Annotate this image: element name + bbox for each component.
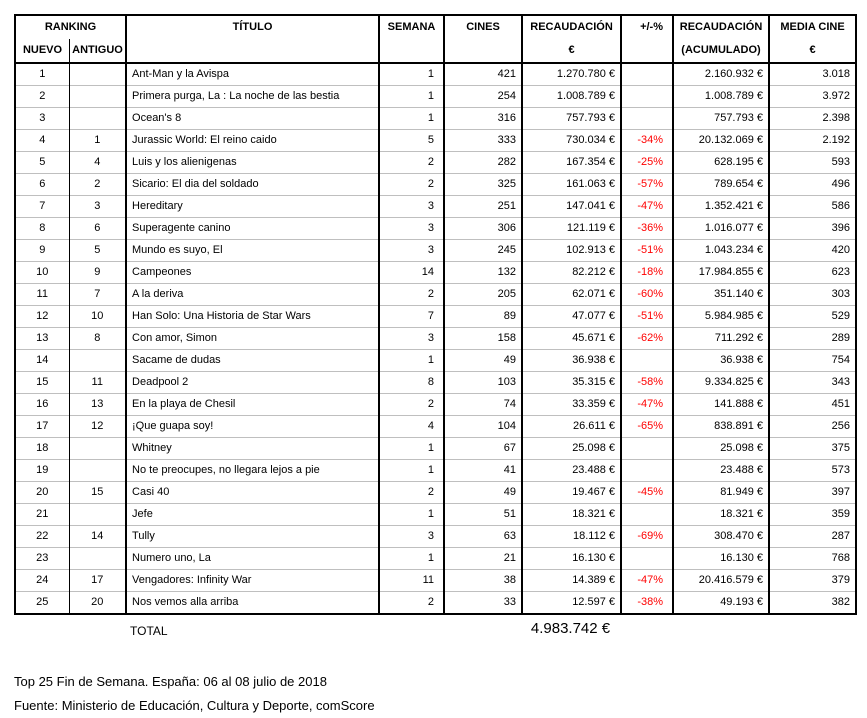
cell-pct-change: -58% xyxy=(621,372,673,394)
cell-rank-antiguo: 17 xyxy=(69,570,126,592)
cell-rank-nuevo: 15 xyxy=(15,372,69,394)
cell-rank-nuevo: 24 xyxy=(15,570,69,592)
cell-semana: 1 xyxy=(379,460,444,482)
cell-titulo: Superagente canino xyxy=(126,218,379,240)
table-row xyxy=(15,262,856,284)
cell-acumulado: 5.984.985 € xyxy=(673,306,769,328)
cell-media-cine: 754 xyxy=(769,350,856,372)
cell-cines: 51 xyxy=(444,504,522,526)
table-row xyxy=(15,63,856,86)
header-pct-change: +/-% xyxy=(621,15,673,63)
cell-acumulado: 20.416.579 € xyxy=(673,570,769,592)
cell-acumulado: 1.352.421 € xyxy=(673,196,769,218)
cell-media-cine: 529 xyxy=(769,306,856,328)
cell-rank-antiguo: 11 xyxy=(69,372,126,394)
cell-rank-nuevo: 2 xyxy=(15,86,69,108)
cell-rank-antiguo xyxy=(69,350,126,372)
header-media-cine: MEDIA CINE € xyxy=(769,15,856,63)
cell-acumulado: 308.470 € xyxy=(673,526,769,548)
cell-titulo: No te preocupes, no llegara lejos a pie xyxy=(126,460,379,482)
cell-semana: 3 xyxy=(379,328,444,350)
cell-recaudacion: 82.212 € xyxy=(522,262,621,284)
table-row xyxy=(15,548,856,570)
table-row xyxy=(15,196,856,218)
cell-titulo: Deadpool 2 xyxy=(126,372,379,394)
total-label: TOTAL xyxy=(130,624,168,638)
cell-semana: 3 xyxy=(379,240,444,262)
cell-acumulado: 628.195 € xyxy=(673,152,769,174)
table-row xyxy=(15,416,856,438)
cell-titulo: Whitney xyxy=(126,438,379,460)
table-row xyxy=(15,438,856,460)
cell-rank-antiguo: 4 xyxy=(69,152,126,174)
cell-rank-antiguo: 13 xyxy=(69,394,126,416)
cell-media-cine: 768 xyxy=(769,548,856,570)
cell-cines: 74 xyxy=(444,394,522,416)
cell-recaudacion: 121.119 € xyxy=(522,218,621,240)
cell-acumulado: 1.016.077 € xyxy=(673,218,769,240)
cell-acumulado: 757.793 € xyxy=(673,108,769,130)
cell-rank-nuevo: 20 xyxy=(15,482,69,504)
cell-semana: 1 xyxy=(379,108,444,130)
cell-cines: 63 xyxy=(444,526,522,548)
cell-rank-nuevo: 5 xyxy=(15,152,69,174)
cell-rank-nuevo: 7 xyxy=(15,196,69,218)
cell-media-cine: 287 xyxy=(769,526,856,548)
cell-media-cine: 573 xyxy=(769,460,856,482)
cell-cines: 306 xyxy=(444,218,522,240)
cell-pct-change: -45% xyxy=(621,482,673,504)
cell-acumulado: 36.938 € xyxy=(673,350,769,372)
cell-rank-nuevo: 18 xyxy=(15,438,69,460)
cell-semana: 2 xyxy=(379,152,444,174)
table-row xyxy=(15,306,856,328)
cell-cines: 282 xyxy=(444,152,522,174)
cell-titulo: Hereditary xyxy=(126,196,379,218)
cell-titulo: Jurassic World: El reino caido xyxy=(126,130,379,152)
cell-media-cine: 3.972 xyxy=(769,86,856,108)
table-row xyxy=(15,526,856,548)
cell-titulo: En la playa de Chesil xyxy=(126,394,379,416)
cell-rank-nuevo: 12 xyxy=(15,306,69,328)
cell-rank-antiguo: 14 xyxy=(69,526,126,548)
total-row xyxy=(14,620,855,646)
cell-cines: 245 xyxy=(444,240,522,262)
table-row xyxy=(15,218,856,240)
cell-recaudacion: 33.359 € xyxy=(522,394,621,416)
cell-media-cine: 396 xyxy=(769,218,856,240)
header-titulo: TÍTULO xyxy=(126,15,379,63)
cell-recaudacion: 12.597 € xyxy=(522,592,621,615)
cell-pct-change: -65% xyxy=(621,416,673,438)
cell-recaudacion: 730.034 € xyxy=(522,130,621,152)
cell-titulo: Sacame de dudas xyxy=(126,350,379,372)
cell-media-cine: 586 xyxy=(769,196,856,218)
cell-media-cine: 397 xyxy=(769,482,856,504)
table-row xyxy=(15,86,856,108)
cell-rank-nuevo: 21 xyxy=(15,504,69,526)
table-row xyxy=(15,504,856,526)
cell-acumulado: 20.132.069 € xyxy=(673,130,769,152)
cell-rank-nuevo: 25 xyxy=(15,592,69,615)
cell-titulo: Jefe xyxy=(126,504,379,526)
cell-rank-nuevo: 1 xyxy=(15,63,69,86)
cell-rank-antiguo: 2 xyxy=(69,174,126,196)
cell-media-cine: 303 xyxy=(769,284,856,306)
cell-acumulado: 16.130 € xyxy=(673,548,769,570)
footnotes xyxy=(14,670,855,718)
cell-rank-nuevo: 16 xyxy=(15,394,69,416)
table-row xyxy=(15,152,856,174)
cell-cines: 421 xyxy=(444,63,522,86)
table-row xyxy=(15,174,856,196)
cell-semana: 1 xyxy=(379,86,444,108)
cell-pct-change: -51% xyxy=(621,240,673,262)
cell-recaudacion: 23.488 € xyxy=(522,460,621,482)
cell-semana: 11 xyxy=(379,570,444,592)
cell-acumulado: 838.891 € xyxy=(673,416,769,438)
cell-rank-antiguo: 15 xyxy=(69,482,126,504)
cell-titulo: Ocean's 8 xyxy=(126,108,379,130)
cell-semana: 4 xyxy=(379,416,444,438)
cell-media-cine: 420 xyxy=(769,240,856,262)
table-row xyxy=(15,350,856,372)
cell-titulo: Ant-Man y la Avispa xyxy=(126,63,379,86)
cell-rank-nuevo: 19 xyxy=(15,460,69,482)
total-value: 4.983.742 € xyxy=(530,620,611,637)
cell-semana: 14 xyxy=(379,262,444,284)
table-row xyxy=(15,284,856,306)
cell-pct-change: -18% xyxy=(621,262,673,284)
cell-pct-change xyxy=(621,504,673,526)
cell-pct-change: -38% xyxy=(621,592,673,615)
cell-pct-change: -60% xyxy=(621,284,673,306)
cell-semana: 3 xyxy=(379,526,444,548)
cell-titulo: Luis y los alienigenas xyxy=(126,152,379,174)
cell-recaudacion: 102.913 € xyxy=(522,240,621,262)
cell-rank-antiguo: 3 xyxy=(69,196,126,218)
cell-media-cine: 2.398 xyxy=(769,108,856,130)
cell-pct-change: -47% xyxy=(621,196,673,218)
cell-semana: 1 xyxy=(379,63,444,86)
cell-rank-nuevo: 4 xyxy=(15,130,69,152)
cell-cines: 132 xyxy=(444,262,522,284)
cell-pct-change: -36% xyxy=(621,218,673,240)
cell-media-cine: 496 xyxy=(769,174,856,196)
cell-rank-antiguo xyxy=(69,86,126,108)
cell-semana: 1 xyxy=(379,548,444,570)
header-ranking-group xyxy=(15,15,126,63)
cell-acumulado: 711.292 € xyxy=(673,328,769,350)
cell-cines: 49 xyxy=(444,350,522,372)
cell-acumulado: 789.654 € xyxy=(673,174,769,196)
cell-pct-change: -69% xyxy=(621,526,673,548)
table-row xyxy=(15,130,856,152)
cell-cines: 67 xyxy=(444,438,522,460)
cell-cines: 254 xyxy=(444,86,522,108)
cell-media-cine: 593 xyxy=(769,152,856,174)
cell-rank-antiguo: 6 xyxy=(69,218,126,240)
cell-pct-change: -47% xyxy=(621,570,673,592)
cell-titulo: Campeones xyxy=(126,262,379,284)
cell-pct-change xyxy=(621,438,673,460)
cell-rank-antiguo xyxy=(69,460,126,482)
cell-pct-change: -62% xyxy=(621,328,673,350)
cell-acumulado: 351.140 € xyxy=(673,284,769,306)
cell-rank-antiguo xyxy=(69,438,126,460)
cell-rank-antiguo: 9 xyxy=(69,262,126,284)
cell-pct-change xyxy=(621,108,673,130)
cell-pct-change: -57% xyxy=(621,174,673,196)
cell-rank-nuevo: 9 xyxy=(15,240,69,262)
cell-cines: 21 xyxy=(444,548,522,570)
cell-cines: 251 xyxy=(444,196,522,218)
cell-titulo: Mundo es suyo, El xyxy=(126,240,379,262)
header-semana: SEMANA xyxy=(379,15,444,63)
cell-titulo: Han Solo: Una Historia de Star Wars xyxy=(126,306,379,328)
table-row xyxy=(15,460,856,482)
table-row xyxy=(15,394,856,416)
cell-titulo: Con amor, Simon xyxy=(126,328,379,350)
cell-titulo: Vengadores: Infinity War xyxy=(126,570,379,592)
cell-rank-antiguo xyxy=(69,504,126,526)
table-row xyxy=(15,570,856,592)
cell-recaudacion: 757.793 € xyxy=(522,108,621,130)
cell-acumulado: 17.984.855 € xyxy=(673,262,769,284)
cell-recaudacion: 1.008.789 € xyxy=(522,86,621,108)
cell-cines: 49 xyxy=(444,482,522,504)
box-office-table xyxy=(14,14,857,615)
cell-media-cine: 2.192 xyxy=(769,130,856,152)
cell-recaudacion: 161.063 € xyxy=(522,174,621,196)
cell-semana: 2 xyxy=(379,284,444,306)
cell-semana: 2 xyxy=(379,174,444,196)
cell-media-cine: 375 xyxy=(769,438,856,460)
cell-recaudacion: 1.270.780 € xyxy=(522,63,621,86)
cell-pct-change: -34% xyxy=(621,130,673,152)
table-body xyxy=(15,63,856,614)
cell-acumulado: 141.888 € xyxy=(673,394,769,416)
cell-acumulado: 18.321 € xyxy=(673,504,769,526)
table-row xyxy=(15,240,856,262)
cell-acumulado: 25.098 € xyxy=(673,438,769,460)
cell-pct-change: -47% xyxy=(621,394,673,416)
header-cines: CINES xyxy=(444,15,522,63)
table-row xyxy=(15,328,856,350)
cell-rank-nuevo: 22 xyxy=(15,526,69,548)
cell-acumulado: 49.193 € xyxy=(673,592,769,615)
cell-recaudacion: 14.389 € xyxy=(522,570,621,592)
cell-rank-nuevo: 3 xyxy=(15,108,69,130)
header-recaudacion: RECAUDACIÓN € xyxy=(522,15,621,63)
cell-titulo: Nos vemos alla arriba xyxy=(126,592,379,615)
cell-acumulado: 81.949 € xyxy=(673,482,769,504)
cell-semana: 1 xyxy=(379,350,444,372)
cell-acumulado: 2.160.932 € xyxy=(673,63,769,86)
cell-recaudacion: 25.098 € xyxy=(522,438,621,460)
cell-rank-antiguo: 5 xyxy=(69,240,126,262)
cell-cines: 41 xyxy=(444,460,522,482)
cell-recaudacion: 62.071 € xyxy=(522,284,621,306)
cell-recaudacion: 36.938 € xyxy=(522,350,621,372)
cell-rank-nuevo: 8 xyxy=(15,218,69,240)
cell-media-cine: 382 xyxy=(769,592,856,615)
cell-semana: 2 xyxy=(379,482,444,504)
cell-recaudacion: 19.467 € xyxy=(522,482,621,504)
cell-media-cine: 359 xyxy=(769,504,856,526)
cell-pct-change xyxy=(621,548,673,570)
footnote-period: Top 25 Fin de Semana. España: 06 al 08 julio de 2018 xyxy=(14,674,327,689)
cell-rank-nuevo: 13 xyxy=(15,328,69,350)
cell-rank-nuevo: 14 xyxy=(15,350,69,372)
cell-pct-change: -25% xyxy=(621,152,673,174)
cell-recaudacion: 147.041 € xyxy=(522,196,621,218)
cell-semana: 2 xyxy=(379,592,444,615)
cell-recaudacion: 18.112 € xyxy=(522,526,621,548)
cell-cines: 38 xyxy=(444,570,522,592)
cell-rank-nuevo: 6 xyxy=(15,174,69,196)
cell-titulo: ¡Que guapa soy! xyxy=(126,416,379,438)
cell-pct-change xyxy=(621,63,673,86)
cell-cines: 316 xyxy=(444,108,522,130)
header-row xyxy=(15,15,856,63)
cell-recaudacion: 18.321 € xyxy=(522,504,621,526)
cell-recaudacion: 45.671 € xyxy=(522,328,621,350)
cell-pct-change: -51% xyxy=(621,306,673,328)
header-antiguo: ANTIGUO xyxy=(69,39,125,62)
cell-rank-antiguo xyxy=(69,63,126,86)
cell-rank-nuevo: 11 xyxy=(15,284,69,306)
cell-acumulado: 1.043.234 € xyxy=(673,240,769,262)
cell-cines: 33 xyxy=(444,592,522,615)
cell-rank-antiguo xyxy=(69,108,126,130)
cell-media-cine: 3.018 xyxy=(822,68,851,80)
cell-semana: 7 xyxy=(379,306,444,328)
cell-pct-change xyxy=(621,86,673,108)
cell-titulo: Tully xyxy=(126,526,379,548)
cell-recaudacion: 16.130 € xyxy=(522,548,621,570)
table-row xyxy=(15,108,856,130)
cell-rank-nuevo: 17 xyxy=(15,416,69,438)
cell-titulo: A la deriva xyxy=(126,284,379,306)
header-nuevo: NUEVO xyxy=(22,44,63,56)
cell-titulo: Sicario: El dia del soldado xyxy=(126,174,379,196)
cell-titulo: Casi 40 xyxy=(126,482,379,504)
cell-cines: 103 xyxy=(444,372,522,394)
table-row xyxy=(15,372,856,394)
cell-semana: 1 xyxy=(379,438,444,460)
cell-pct-change xyxy=(621,350,673,372)
cell-semana: 1 xyxy=(379,504,444,526)
cell-recaudacion: 35.315 € xyxy=(522,372,621,394)
cell-cines: 333 xyxy=(444,130,522,152)
cell-titulo: Primera purga, La : La noche de las bestia xyxy=(126,86,379,108)
cell-rank-nuevo: 10 xyxy=(15,262,69,284)
cell-rank-antiguo: 12 xyxy=(69,416,126,438)
cell-media-cine: 343 xyxy=(769,372,856,394)
cell-acumulado: 1.008.789 € xyxy=(673,86,769,108)
cell-rank-antiguo: 1 xyxy=(69,130,126,152)
cell-recaudacion: 47.077 € xyxy=(522,306,621,328)
cell-media-cine: 451 xyxy=(769,394,856,416)
header-ranking: RANKING xyxy=(44,21,97,33)
cell-rank-nuevo: 23 xyxy=(15,548,69,570)
cell-media-cine: 289 xyxy=(769,328,856,350)
footnote-source: Fuente: Ministerio de Educación, Cultura y Deporte, comScore xyxy=(14,698,375,713)
cell-acumulado: 9.334.825 € xyxy=(673,372,769,394)
cell-media-cine: 379 xyxy=(769,570,856,592)
cell-cines: 205 xyxy=(444,284,522,306)
cell-media-cine: 623 xyxy=(769,262,856,284)
header-acumulado: RECAUDACIÓN (ACUMULADO) xyxy=(673,15,769,63)
cell-titulo: Numero uno, La xyxy=(126,548,379,570)
cell-cines: 158 xyxy=(444,328,522,350)
cell-cines: 325 xyxy=(444,174,522,196)
cell-semana: 5 xyxy=(379,130,444,152)
cell-rank-antiguo: 8 xyxy=(69,328,126,350)
cell-pct-change xyxy=(621,460,673,482)
cell-semana: 3 xyxy=(379,196,444,218)
cell-media-cine: 256 xyxy=(769,416,856,438)
cell-rank-antiguo: 7 xyxy=(69,284,126,306)
cell-cines: 104 xyxy=(444,416,522,438)
cell-rank-antiguo: 20 xyxy=(69,592,126,615)
cell-recaudacion: 26.611 € xyxy=(522,416,621,438)
cell-acumulado: 23.488 € xyxy=(673,460,769,482)
cell-semana: 3 xyxy=(379,218,444,240)
cell-rank-antiguo xyxy=(69,548,126,570)
cell-rank-antiguo: 10 xyxy=(69,306,126,328)
table-row xyxy=(15,592,856,615)
cell-recaudacion: 167.354 € xyxy=(522,152,621,174)
cell-cines: 89 xyxy=(444,306,522,328)
table-row xyxy=(15,482,856,504)
cell-semana: 8 xyxy=(379,372,444,394)
cell-semana: 2 xyxy=(379,394,444,416)
